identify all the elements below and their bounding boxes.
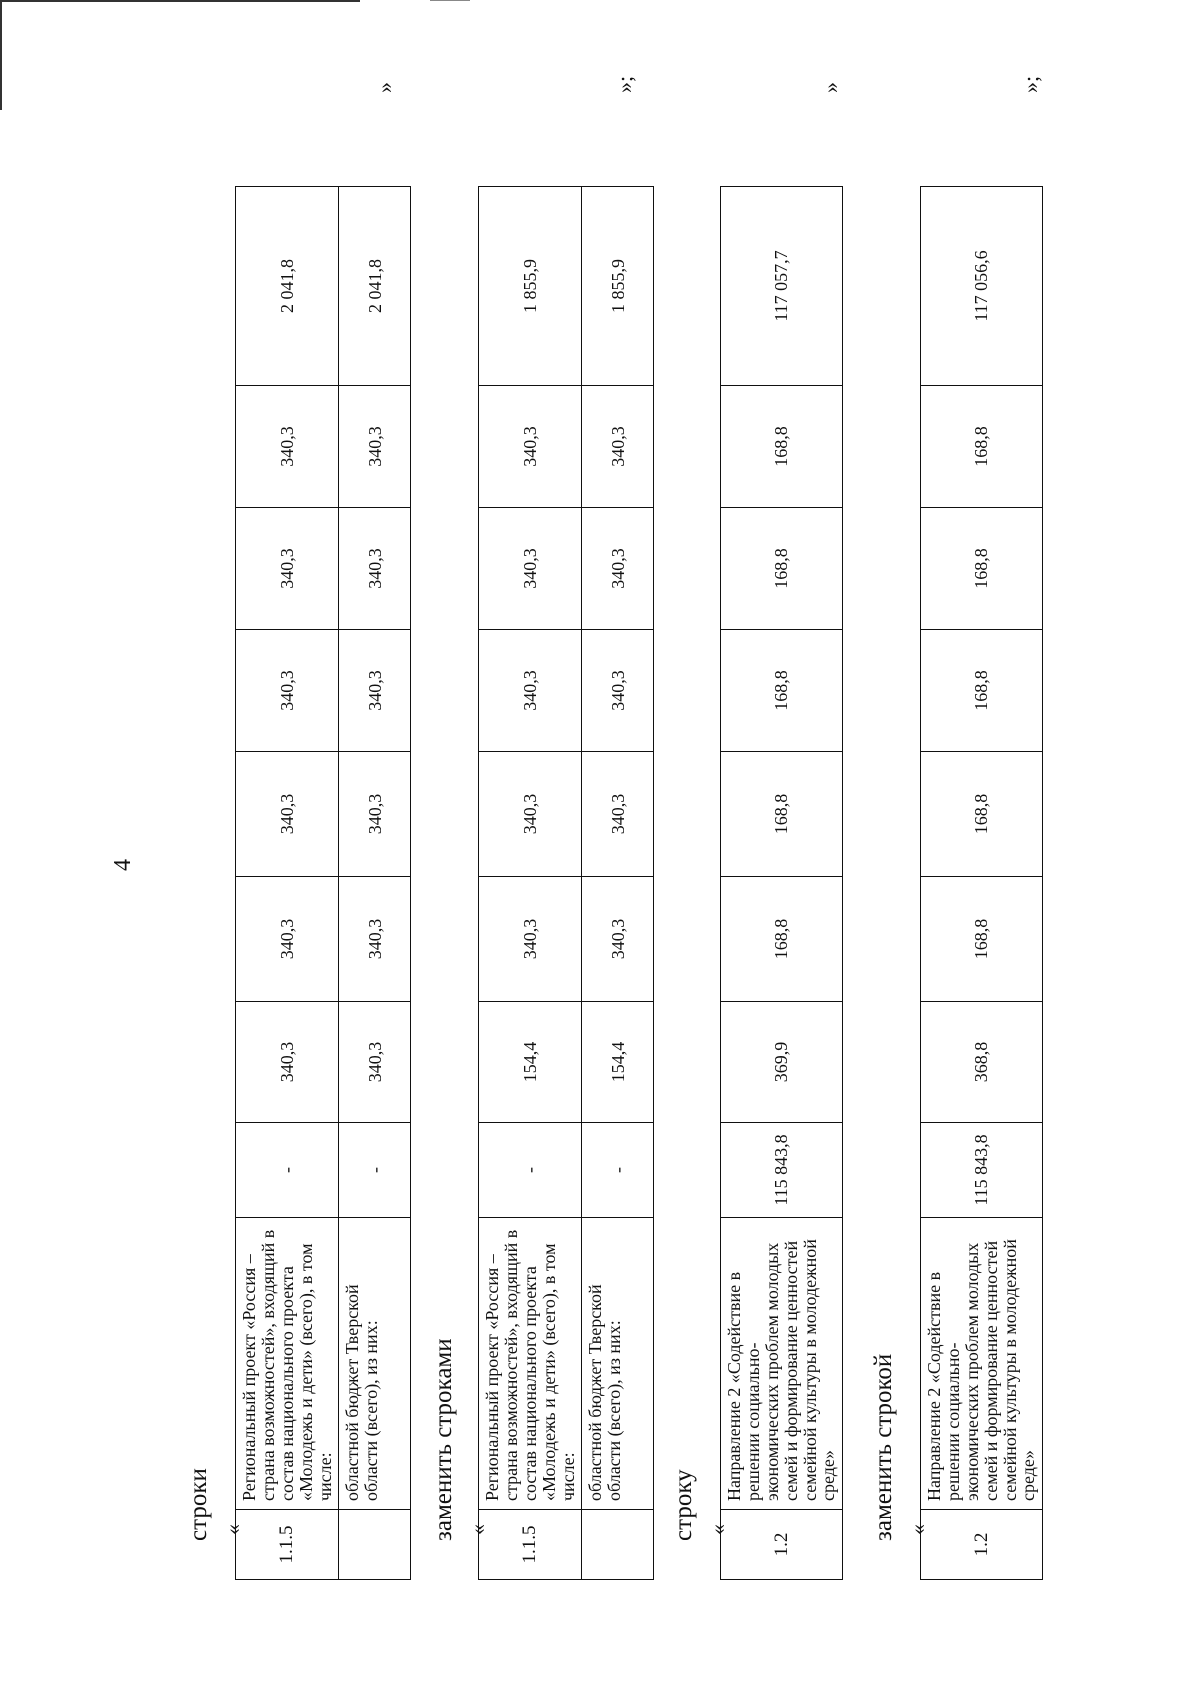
row-value: 340,3: [236, 386, 339, 508]
row-value: 168,8: [721, 877, 843, 1002]
page-number: 4: [110, 859, 136, 871]
row-value: 168,8: [721, 508, 843, 630]
row-value: 340,3: [339, 508, 411, 630]
close-quote: »;: [1018, 75, 1043, 93]
budget-table: [920, 186, 1043, 1580]
row-value: -: [236, 1123, 339, 1218]
row-value: -: [479, 1123, 582, 1218]
row-total-value: 1 855,9: [582, 187, 654, 386]
section-label: строки: [185, 1468, 212, 1541]
row-value: 340,3: [479, 386, 582, 508]
table-row: [582, 187, 654, 1580]
row-value: 340,3: [582, 630, 654, 752]
section-label: заменить строкой: [870, 1353, 897, 1541]
table-row: [236, 187, 339, 1580]
row-value: 168,8: [921, 386, 1043, 508]
row-code: 1.2: [721, 1510, 843, 1580]
row-value: 168,8: [721, 752, 843, 877]
row-value: 340,3: [236, 752, 339, 877]
row-name: Региональный проект «Россия – страна возможностей», входящий в состав национального проекта «Молодежь и дети» (всего), в том числе:: [236, 1218, 339, 1510]
row-code: [339, 1510, 411, 1580]
row-value: 340,3: [339, 752, 411, 877]
row-name: областной бюджет Тверской области (всего), из них:: [339, 1218, 411, 1510]
open-quote: «: [220, 1524, 245, 1535]
row-total-value: 1 855,9: [479, 187, 582, 386]
budget-table: [478, 186, 654, 1580]
row-value: 340,3: [582, 508, 654, 630]
row-total-value: 117 057,7: [721, 187, 843, 386]
row-value: 154,4: [582, 1002, 654, 1123]
row-total-value: 2 041,8: [236, 187, 339, 386]
open-quote: «: [905, 1524, 930, 1535]
row-value: 340,3: [582, 877, 654, 1002]
row-value: 168,8: [921, 877, 1043, 1002]
table-row: [339, 187, 411, 1580]
row-value: 340,3: [479, 508, 582, 630]
row-total-value: 2 041,8: [339, 187, 411, 386]
row-value: 340,3: [339, 630, 411, 752]
row-value: 340,3: [236, 630, 339, 752]
row-value: 168,8: [721, 386, 843, 508]
row-value: 115 843,8: [721, 1123, 843, 1218]
row-name: Направление 2 «Содействие в решении социально-экономических проблем молодых семей и формирование ценностей семейной культуры в молодежной среде»: [921, 1218, 1043, 1510]
row-value: 154,4: [479, 1002, 582, 1123]
close-quote: »;: [612, 75, 637, 93]
row-value: 340,3: [236, 508, 339, 630]
section-label: строку: [670, 1469, 697, 1541]
row-name: Направление 2 «Содействие в решении социально-экономических проблем молодых семей и формирование ценностей семейной культуры в молодежной среде»: [721, 1218, 843, 1510]
close-quote: »: [372, 82, 397, 93]
row-value: 340,3: [339, 877, 411, 1002]
row-value: 340,3: [339, 386, 411, 508]
row-name: Региональный проект «Россия – страна возможностей», входящий в состав национального проекта «Молодежь и дети» (всего), в том числе:: [479, 1218, 582, 1510]
row-value: 340,3: [582, 386, 654, 508]
row-value: -: [582, 1123, 654, 1218]
row-code: [582, 1510, 654, 1580]
section-label: заменить строками: [430, 1338, 457, 1541]
row-value: 368,8: [921, 1002, 1043, 1123]
row-value: 168,8: [921, 630, 1043, 752]
row-value: 168,8: [921, 508, 1043, 630]
row-value: 369,9: [721, 1002, 843, 1123]
table-row: [721, 187, 843, 1580]
row-name: областной бюджет Тверской области (всего), из них:: [582, 1218, 654, 1510]
row-value: 340,3: [236, 877, 339, 1002]
row-code: 1.2: [921, 1510, 1043, 1580]
open-quote: «: [705, 1524, 730, 1535]
row-value: 340,3: [479, 752, 582, 877]
open-quote: «: [465, 1524, 490, 1535]
row-value: 168,8: [921, 752, 1043, 877]
row-value: 340,3: [582, 752, 654, 877]
row-value: 340,3: [339, 1002, 411, 1123]
row-code: 1.1.5: [236, 1510, 339, 1580]
row-value: 340,3: [479, 630, 582, 752]
budget-table: [235, 186, 411, 1580]
table-row: [921, 187, 1043, 1580]
row-value: 115 843,8: [921, 1123, 1043, 1218]
row-value: 340,3: [236, 1002, 339, 1123]
table-row: [479, 187, 582, 1580]
row-value: 168,8: [721, 630, 843, 752]
row-value: -: [339, 1123, 411, 1218]
row-total-value: 117 056,6: [921, 187, 1043, 386]
row-code: 1.1.5: [479, 1510, 582, 1580]
budget-table: [720, 186, 843, 1580]
row-value: 340,3: [479, 877, 582, 1002]
close-quote: »: [818, 82, 843, 93]
